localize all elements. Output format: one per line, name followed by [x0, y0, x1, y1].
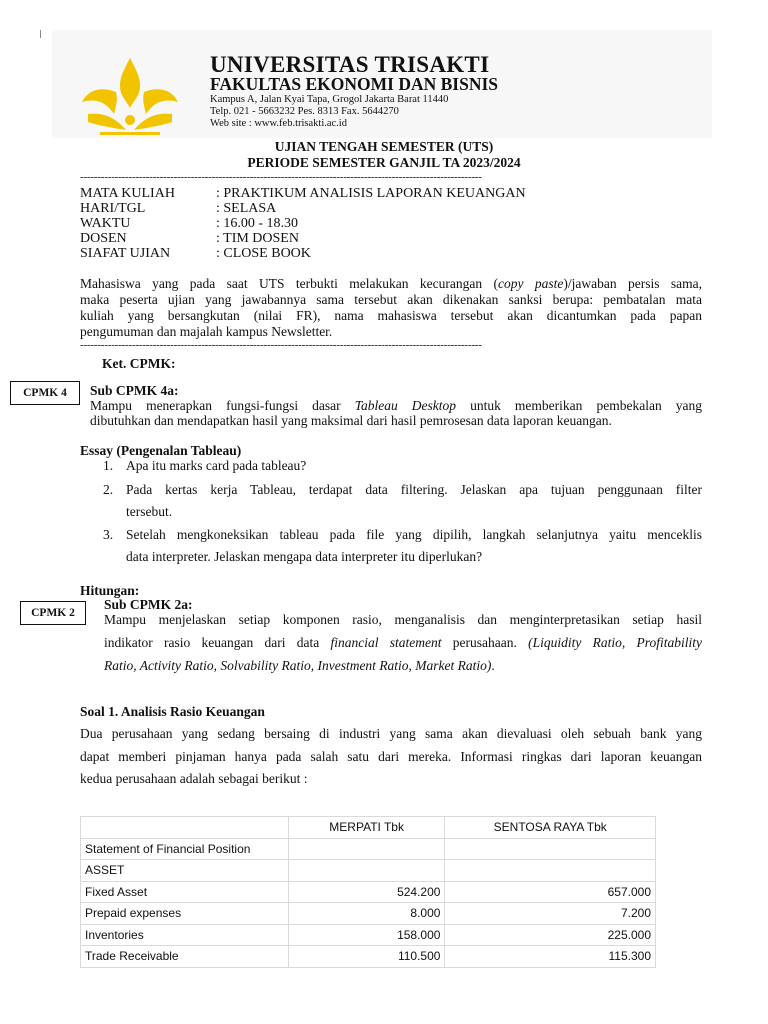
soal-1-line-2: dapat memberi pinjaman hanya pada salah satu dari mereka. Informasi ringkas dari laporan keuangan — [80, 749, 702, 764]
table-row — [81, 903, 656, 925]
cpmk-heading: Ket. CPMK: — [102, 356, 176, 371]
essay-question-1: Apa itu marks card pada tableau? — [126, 458, 307, 473]
table-row — [81, 924, 656, 946]
notice-text: )/jawaban persis sama, — [563, 276, 702, 291]
notice-line-4: pengumuman dan majalah kampus Newsletter. — [80, 324, 333, 339]
table-cell-merpati — [288, 860, 445, 882]
table-header-merpati: MERPATI Tbk — [288, 817, 445, 839]
table-cell-label: ASSET — [81, 860, 289, 882]
phone-fax: Telp. 021 - 5663232 Pes. 8313 Fax. 5644270 — [210, 106, 399, 117]
sub-cpmk-4a-line-2: dibutuhkan dan mendapatkan hasil yang maksimal dari hasil pemrosesan data laporan keuangan. — [90, 413, 612, 428]
essay-question-3-line-1: Setelah mengkoneksikan tableau pada file yang dipilih, langkah selanjutnya yaitu menceklis — [126, 527, 702, 542]
table-cell-merpati: 524.200 — [288, 881, 445, 903]
table-row — [81, 838, 656, 860]
table-cell-merpati: 8.000 — [288, 903, 445, 925]
essay-num-3: 3. — [103, 527, 114, 542]
info-key-day: HARI/TGL — [80, 201, 146, 216]
hitungan-heading: Hitungan: — [80, 583, 140, 598]
university-logo — [80, 56, 180, 136]
notice-line-2: maka peserta ujian yang jawabannya sama tersebut akan dikenakan sanksi berupa: pembatalan mata — [80, 292, 702, 307]
table-header-cell — [81, 817, 289, 839]
faculty-name: FAKULTAS EKONOMI DAN BISNIS — [210, 74, 498, 94]
table-cell-sentosa: 115.300 — [445, 946, 656, 968]
sub-cpmk-2a-line-1: Mampu menjelaskan setiap komponen rasio, menganalisis dan menginterpretasikan setiap hasil — [104, 612, 702, 627]
campus-address: Kampus A, Jalan Kyai Tapa, Grogol Jakarta Barat 11440 — [210, 94, 449, 105]
table-header-row — [81, 817, 656, 839]
sub-cpmk-2a-line-3 — [104, 658, 495, 674]
sub-cpmk-text: indikator rasio keuangan dari data — [104, 635, 331, 650]
cpmk-4-box: CPMK 4 — [10, 381, 80, 405]
essay-heading: Essay (Pengenalan Tableau) — [80, 443, 242, 458]
info-value-course: : PRAKTIKUM ANALISIS LAPORAN KEUANGAN — [216, 186, 526, 201]
info-key-exam-type: SIAFAT UJIAN — [80, 246, 171, 261]
table-cell-merpati: 110.500 — [288, 946, 445, 968]
table-cell-label: Trade Receivable — [81, 946, 289, 968]
university-name: UNIVERSITAS TRISAKTI — [210, 52, 490, 77]
info-value-time: : 16.00 - 18.30 — [216, 216, 299, 231]
tableau-desktop-term: Tableau Desktop — [354, 398, 457, 413]
essay-question-3-line-2: data interpreter. Jelaskan mengapa data interpreter itu diperlukan? — [126, 549, 483, 564]
soal-1-line-3: kedua perusahaan adalah sebagai berikut : — [80, 771, 308, 786]
soal-1-line-1: Dua perusahaan yang sedang bersaing di industri yang sama akan dievaluasi oleh sebuah bank yang — [80, 726, 702, 741]
sub-cpmk-2a-line-2 — [104, 635, 702, 651]
table-cell-sentosa: 225.000 — [445, 924, 656, 946]
notice-line-3: kuliah yang bersangkutan (nilai FR), nama mahasiswa tersebut akan dicantumkan pada papan — [80, 308, 702, 323]
financial-table — [80, 816, 656, 968]
table-cell-sentosa: 657.000 — [445, 881, 656, 903]
essay-question-2-line-1: Pada kertas kerja Tableau, terdapat data filtering. Jelaskan apa tujuan penggunaan filter — [126, 482, 702, 497]
soal-1-heading: Soal 1. Analisis Rasio Keuangan — [80, 704, 265, 719]
info-value-lecturer: : TIM DOSEN — [216, 231, 299, 246]
table-row — [81, 946, 656, 968]
sub-cpmk-4a-title: Sub CPMK 4a: — [90, 383, 179, 398]
page-corner-mark — [40, 30, 41, 38]
sub-cpmk-2a-title: Sub CPMK 2a: — [104, 597, 193, 612]
ratio-list-part-1: (Liquidity Ratio, Profitability — [528, 635, 703, 650]
notice-copy-paste: copy paste — [498, 276, 564, 291]
cpmk-2-box: CPMK 2 — [20, 601, 86, 625]
ratio-list-part-2: Ratio, Activity Ratio, Solvability Ratio, Investment Ratio, Market Ratio) — [104, 658, 492, 673]
essay-num-1: 1. — [103, 458, 114, 473]
table-cell-label: Inventories — [81, 924, 289, 946]
website: Web site : www.feb.trisakti.ac.id — [210, 118, 347, 129]
sub-cpmk-text: . — [491, 658, 495, 673]
table-row — [81, 881, 656, 903]
table-cell-label: Fixed Asset — [81, 881, 289, 903]
table-header-sentosa: SENTOSA RAYA Tbk — [445, 817, 656, 839]
table-cell-merpati: 158.000 — [288, 924, 445, 946]
info-value-exam-type: : CLOSE BOOK — [216, 246, 311, 261]
essay-question-2-line-2: tersebut. — [126, 504, 173, 519]
notice-text: Mahasiswa yang pada saat UTS terbukti melakukan kecurangan ( — [80, 276, 498, 291]
sub-cpmk-4a-line-1 — [90, 398, 702, 414]
notice-separator: -------------------------------------------------------------------------------------------------------------------- — [80, 339, 482, 351]
sub-cpmk-text: Mampu menerapkan fungsi-fungsi dasar — [90, 398, 355, 413]
info-key-course: MATA KULIAH — [80, 186, 175, 201]
exam-period: PERIODE SEMESTER GANJIL TA 2023/2024 — [247, 155, 521, 170]
table-cell-label: Prepaid expenses — [81, 903, 289, 925]
financial-statement-term: financial statement — [330, 635, 442, 650]
header-separator: -------------------------------------------------------------------------------------------------------------------- — [80, 171, 482, 183]
info-value-day: : SELASA — [216, 201, 277, 216]
sub-cpmk-text: perusahaan. — [441, 635, 529, 650]
essay-num-2: 2. — [103, 482, 114, 497]
sub-cpmk-text: untuk memberikan pembekalan yang — [456, 398, 703, 413]
table-cell-sentosa — [445, 860, 656, 882]
notice-line-1 — [80, 276, 702, 292]
exam-title: UJIAN TENGAH SEMESTER (UTS) — [274, 139, 494, 154]
table-cell-label: Statement of Financial Position — [81, 838, 289, 860]
table-cell-sentosa: 7.200 — [445, 903, 656, 925]
table-cell-merpati — [288, 838, 445, 860]
table-cell-sentosa — [445, 838, 656, 860]
info-key-lecturer: DOSEN — [80, 231, 127, 246]
table-row — [81, 860, 656, 882]
info-key-time: WAKTU — [80, 216, 131, 231]
